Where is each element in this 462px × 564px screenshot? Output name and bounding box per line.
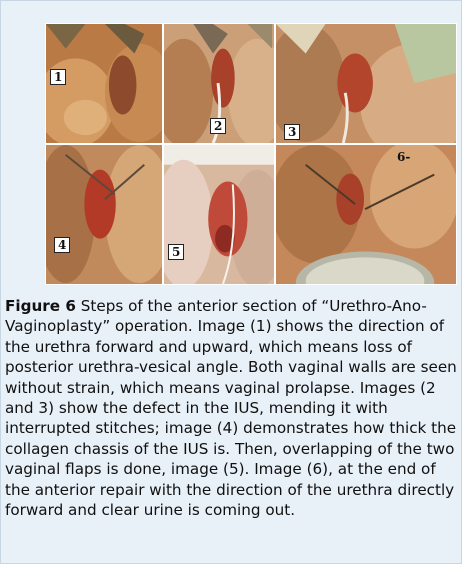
- panel-label-2: 2: [210, 118, 226, 134]
- surgical-image-1: [45, 23, 163, 144]
- panel-label-4: 4: [54, 237, 70, 253]
- surgical-image-4: [45, 144, 163, 285]
- surgical-photo-5: [164, 145, 274, 284]
- surgical-image-5: [163, 144, 275, 285]
- surgical-image-2: [163, 23, 275, 144]
- surgical-photo-4: [46, 145, 162, 284]
- panel-label-3: 3: [284, 124, 300, 140]
- surgical-image-6: [275, 144, 457, 285]
- surgical-photo-3: [276, 24, 456, 143]
- surgical-photo-6: [276, 145, 456, 284]
- figure-caption: [5, 296, 459, 520]
- panel-label-6: 6-: [397, 150, 411, 164]
- figure-image-grid: [45, 23, 457, 285]
- caption-text: Steps of the anterior section of “Urethro-Ano-Vaginoplasty” operation. Image (1) shows the direction of the urethra forward and upward, which means loss of posterior urethra-vesical angle. Both vaginal walls are seen without strain, which means vaginal prolapse. Images (2 and 3) show the defect in the IUS, mending it with interrupted stitches; image (4) demonstrates how thick the collagen chassis of the IUS is. Then, overlapping of the two vaginal flaps is done, image (5). Image (6), at the end of the anterior repair with the direction of the urethra directly forward and clear urine is coming out.: [5, 297, 457, 520]
- panel-label-5: 5: [168, 244, 184, 260]
- figure-label: Figure 6: [5, 297, 76, 315]
- surgical-image-3: [275, 23, 457, 144]
- panel-label-1: 1: [50, 69, 66, 85]
